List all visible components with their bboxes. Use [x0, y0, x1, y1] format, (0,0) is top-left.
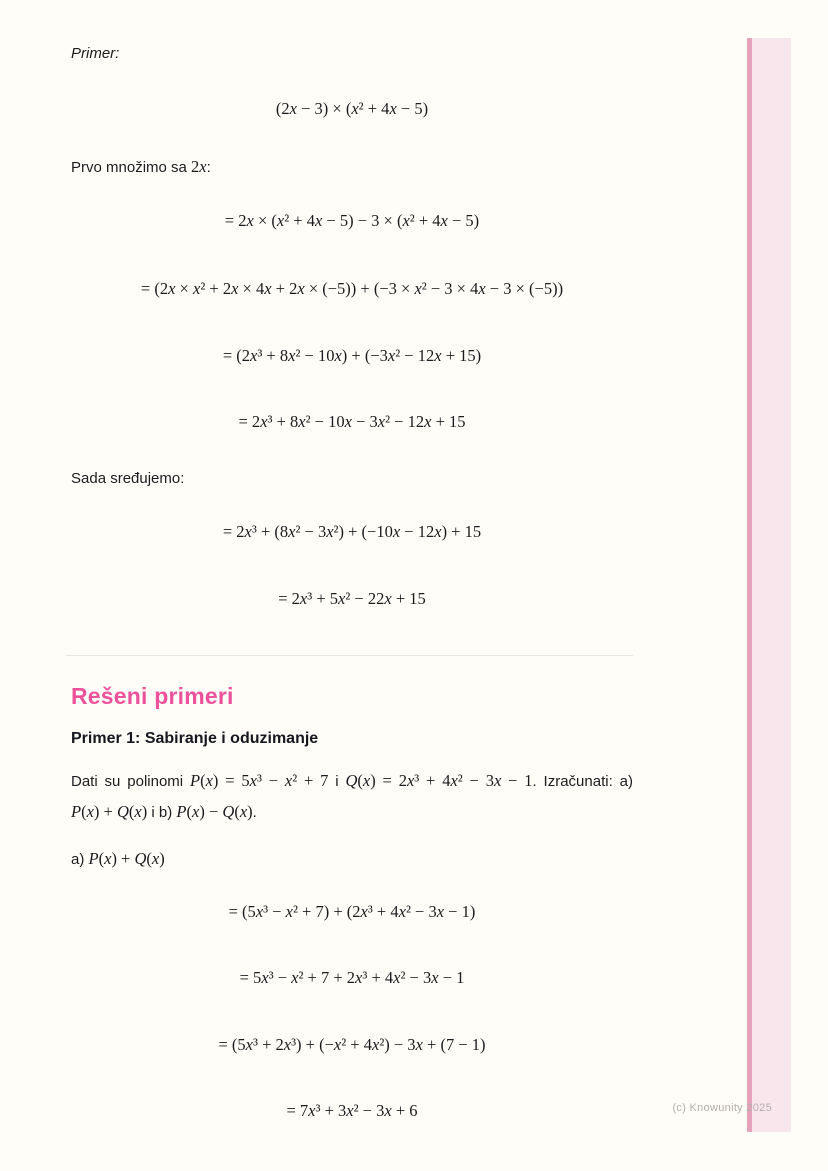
inline-text: i b) [147, 804, 177, 821]
inline-text: . [252, 804, 257, 821]
part-a-formula-2: = 5x³ − x² + 7 + 2x³ + 4x² − 3x − 1 [239, 968, 465, 987]
inline-math: P(x) − Q(x) [176, 802, 253, 821]
step1-formula-4: = 2x³ + 8x² − 10x − 3x² − 12x + 15 [238, 412, 466, 431]
step1-intro-text [71, 157, 211, 177]
step2-intro-text: Sada sređujemo: [71, 470, 185, 487]
pink-edge-stripe [747, 38, 791, 1132]
step1-formula-2: = (2x × x² + 2x × 4x + 2x × (−5)) + (−3 × x² − 3 × 4x − 3 × (−5)) [140, 279, 564, 298]
section-heading: Rešeni primeri [71, 683, 234, 709]
part-a-formula-3: = (5x³ + 2x³) + (−x² + 4x²) − 3x + (7 − 1) [218, 1035, 486, 1054]
inline-math: Q(x) = 2x³ + 4x² − 3x − 1 [345, 771, 533, 790]
example1-heading: Primer 1: Sabiranje i oduzimanje [71, 730, 319, 747]
inline-text: . Izračunati: a) [532, 773, 633, 790]
section-divider [66, 655, 633, 656]
inline-text: Prvo množimo sa [71, 159, 192, 176]
part-a-formula-1: = (5x³ − x² + 7) + (2x³ + 4x² − 3x − 1) [228, 902, 476, 921]
inline-text: Dati su polinomi [71, 773, 190, 790]
step1-formula-1: = 2x × (x² + 4x − 5) − 3 × (x² + 4x − 5) [224, 211, 480, 230]
inline-math: P(x) + Q(x) [88, 849, 165, 868]
intro-formula: (2x − 3) × (x² + 4x − 5) [275, 99, 429, 118]
inline-math: P(x) = 5x³ − x² + 7 [190, 771, 329, 790]
inline-text: : [206, 159, 211, 176]
inline-math: P(x) + Q(x) [71, 802, 148, 821]
inline-text: i [328, 773, 346, 790]
inline-text: a) [71, 851, 89, 868]
step2-formula-2: = 2x³ + 5x² − 22x + 15 [278, 589, 426, 608]
step1-formula-3: = (2x³ + 8x² − 10x) + (−3x² − 12x + 15) [222, 346, 482, 365]
example1-paragraph-line1 [71, 770, 633, 793]
inline-math: 2x [191, 157, 207, 176]
example-label: Primer: [71, 45, 120, 62]
example1-paragraph-line2 [71, 801, 633, 824]
part-a-formula-4: = 7x³ + 3x² − 3x + 6 [286, 1101, 418, 1120]
step2-formula-1: = 2x³ + (8x² − 3x²) + (−10x − 12x) + 15 [222, 522, 482, 541]
watermark: (c) Knowunity 2025 [672, 1102, 772, 1114]
part-a-label [71, 849, 165, 869]
